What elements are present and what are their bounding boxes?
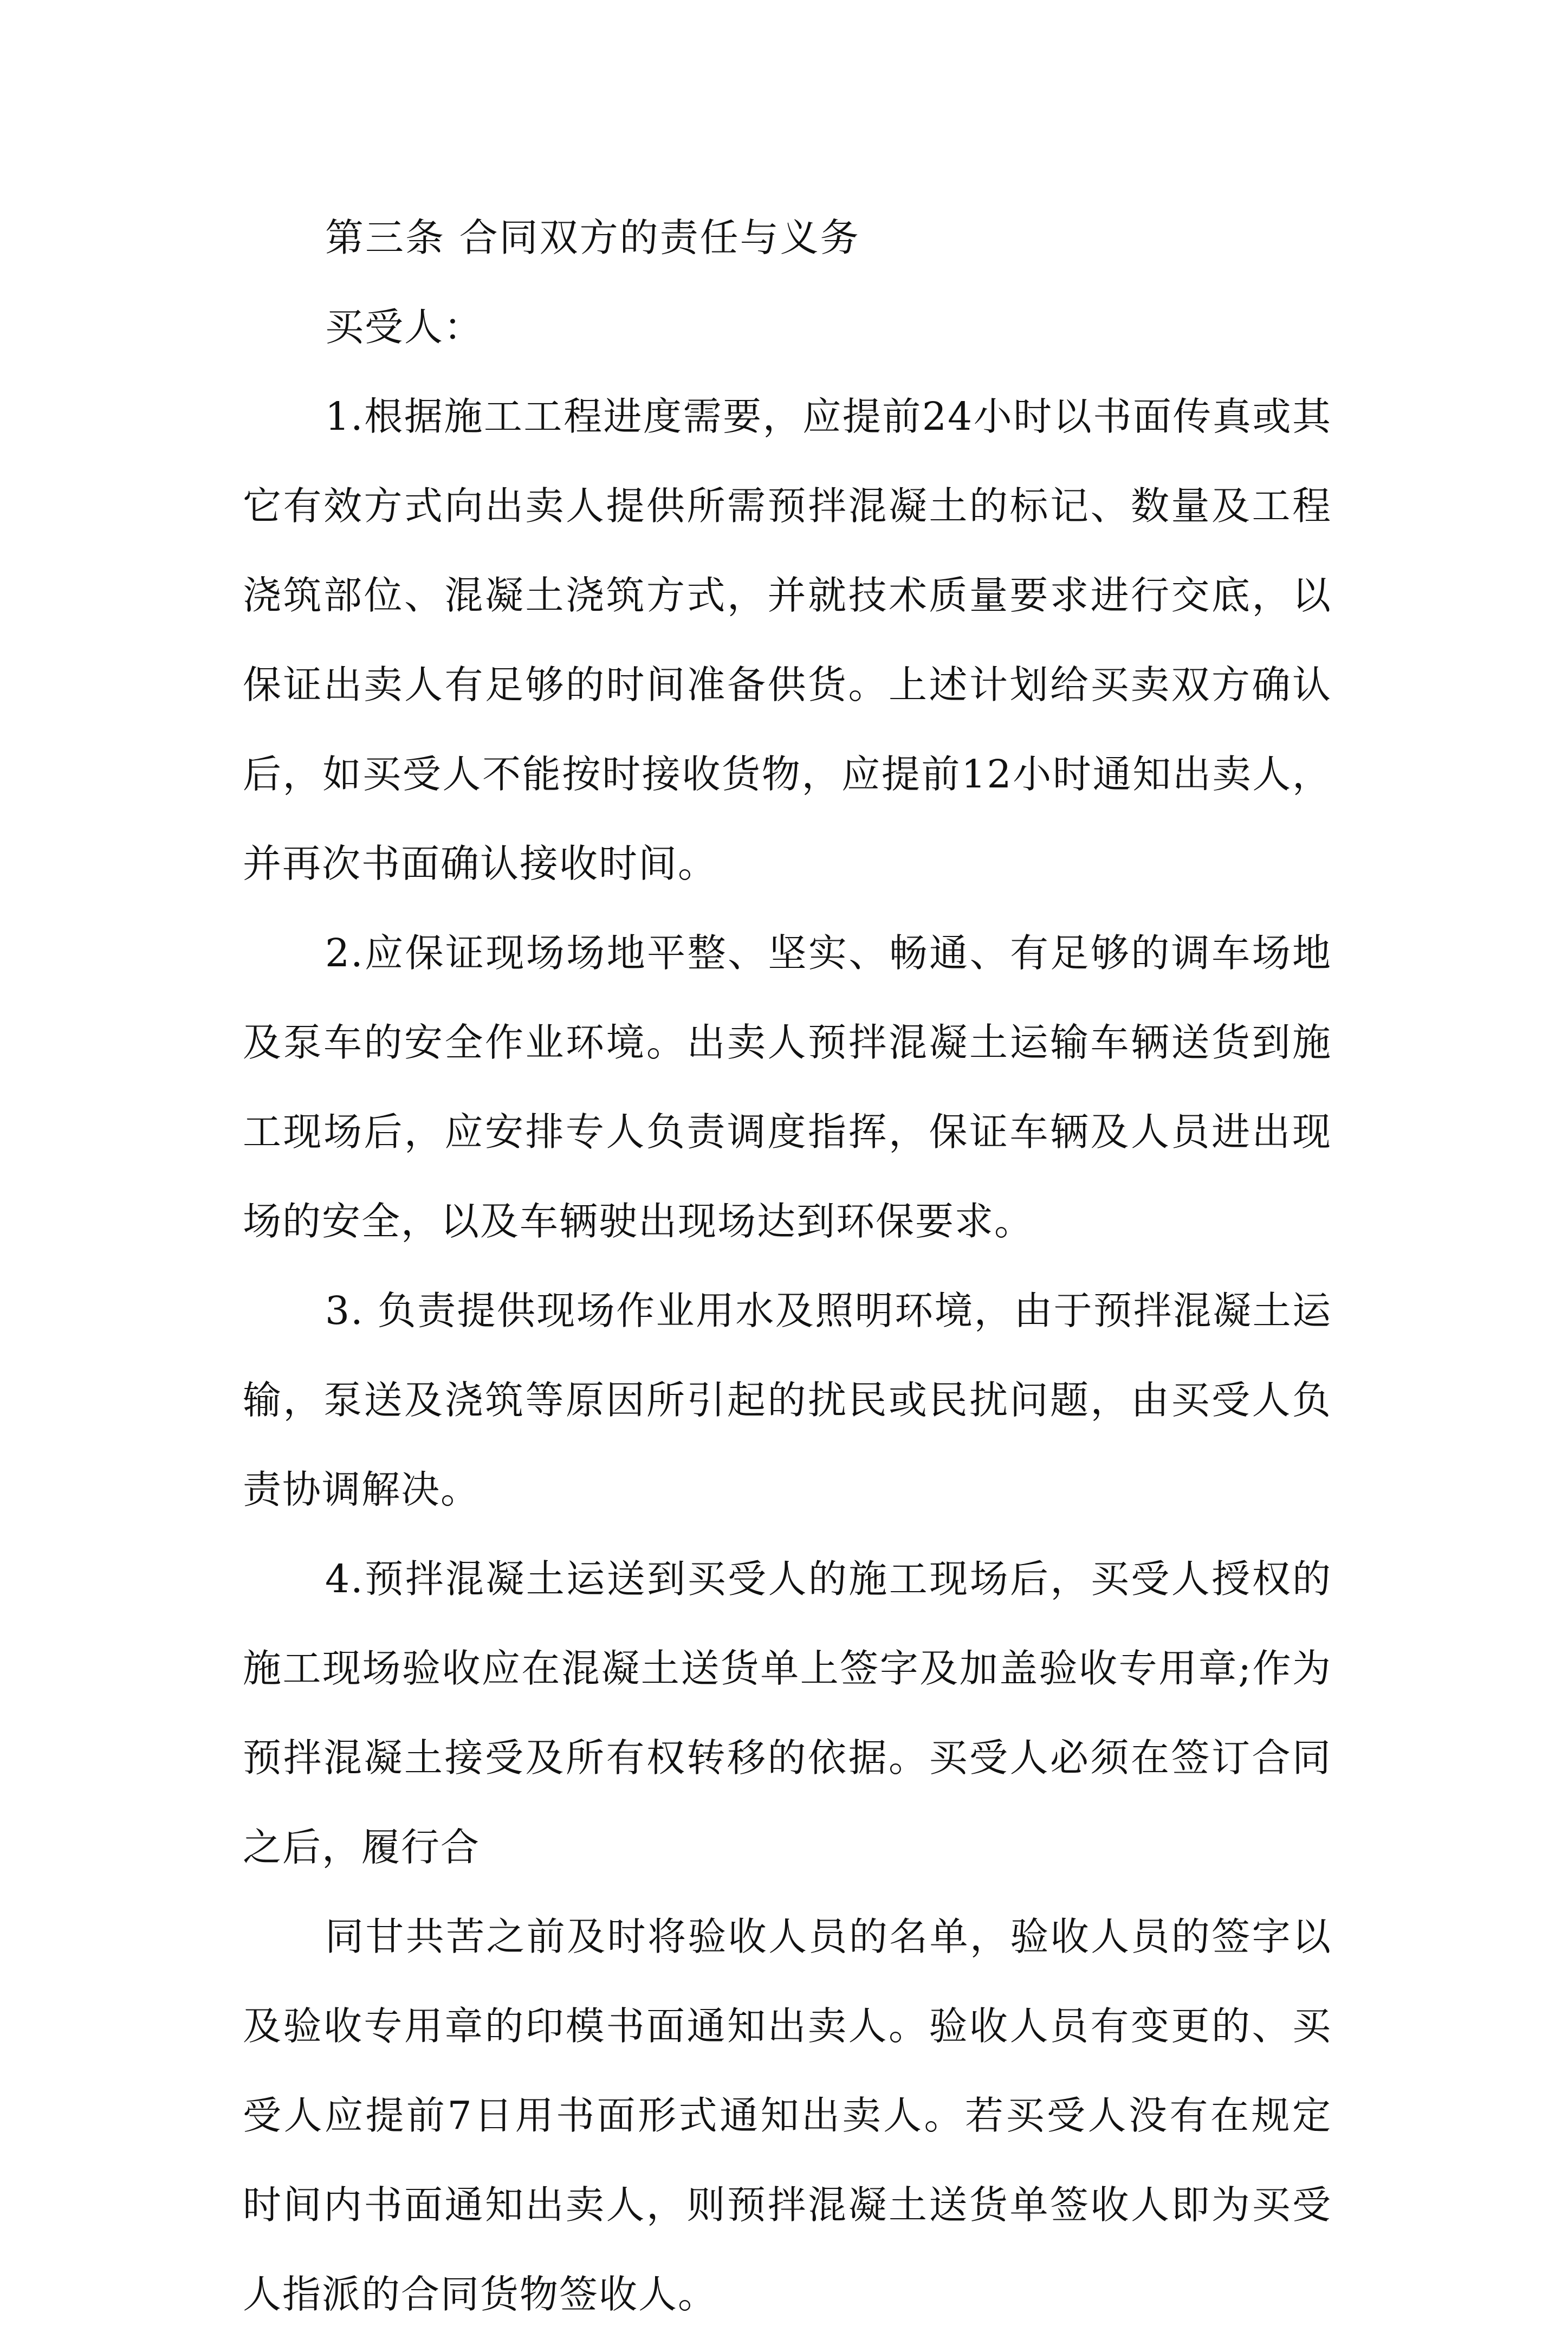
article-heading: 第三条 合同双方的责任与义务 <box>325 215 860 260</box>
paragraph-5: 同甘共苦之前及时将验收人员的名单，验收人员的签字以及验收专用章的印模书面通知出卖人。验收人员有变更的、买受人应提前7日用书面形式通知出卖人。若买受人没有在规定时间内书面通知出卖人，则预拌混凝土送货单签收人即为买受人指派的合同货物签收人。 <box>243 1914 1332 2317</box>
party-label: 买受人： <box>325 305 484 350</box>
paragraph-4: 4.预拌混凝土运送到买受人的施工现场后，买受人授权的施工现场验收应在混凝土送货单上签字及加盖验收专用章;作为预拌混凝土接受及所有权转移的依据。买受人必须在签订合同之后，履行合 <box>243 1556 1332 1870</box>
paragraph-1: 1.根据施工工程进度需要，应提前24小时以书面传真或其它有效方式向出卖人提供所需预拌混凝土的标记、数量及工程浇筑部位、混凝土浇筑方式，并就技术质量要求进行交底，以保证出卖人有足够的时间准备供货。上述计划给买卖双方确认后，如买受人不能按时接收货物，应提前12小时通知出卖人，并再次书面确认接收时间。 <box>243 394 1332 886</box>
paragraph-2: 2.应保证现场场地平整、坚实、畅通、有足够的调车场地及泵车的安全作业环境。出卖人预拌混凝土运输车辆送货到施工现场后，应安排专人负责调度指挥，保证车辆及人员进出现场的安全，以及车辆驶出现场达到环保要求。 <box>243 931 1332 1244</box>
paragraph-3: 3. 负责提供现场作业用水及照明环境，由于预拌混凝土运输，泵送及浇筑等原因所引起的扰民或民扰问题，由买受人负责协调解决。 <box>243 1288 1332 1512</box>
document-body <box>243 193 1332 2339</box>
